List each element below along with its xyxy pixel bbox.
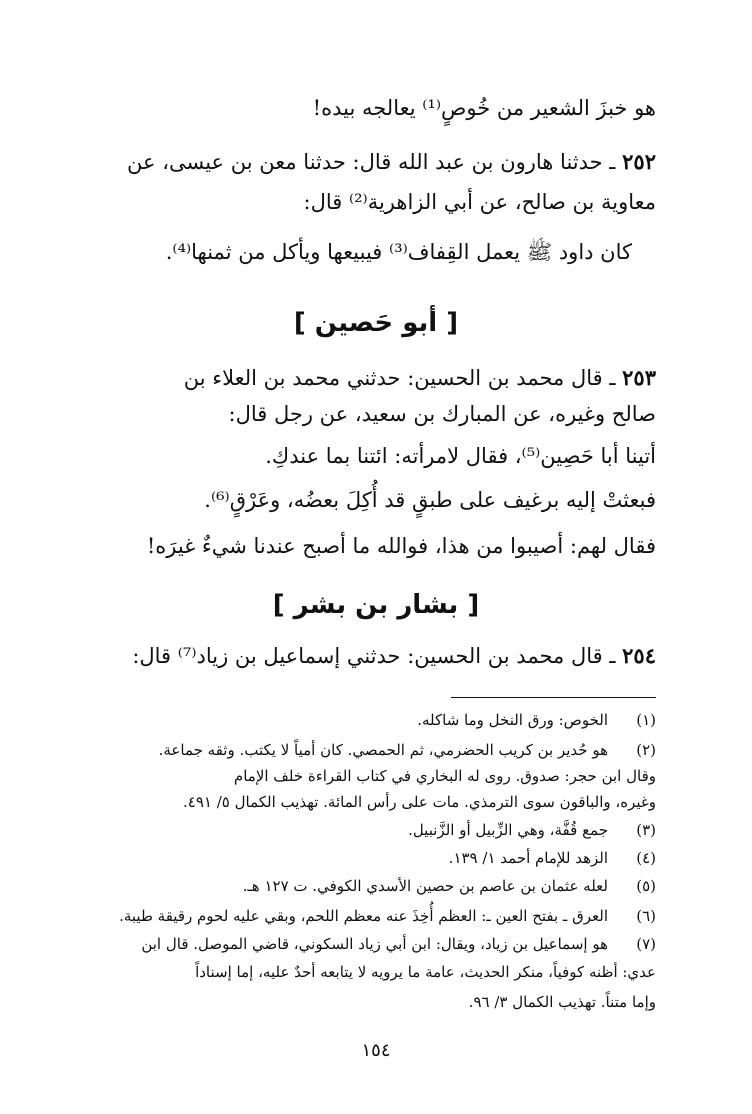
footnote-2-continued-1: وقال ابن حجر: صدوق. روى له البخاري في كتاب القراءة خلف الإمام <box>233 767 656 785</box>
footnote-text: هو إسماعيل بن زياد، ويقال: ابن أبي زياد السكوني، قاضي الموصل. قال ابن <box>141 935 608 953</box>
footnote-number: (٢) <box>636 741 656 759</box>
hadith-253-line-3: أتينا أبا حَصِين⁽⁵⁾، فقال لامرأته: ائتنا بما عندكِ. <box>265 444 656 468</box>
footnote-number: (٤) <box>636 849 656 867</box>
footnote-7-continued-2: وإما متناً. تهذيب الكمال ٣/ ٩٦. <box>468 993 656 1011</box>
page-number: ١٥٤ <box>361 1040 391 1061</box>
section-heading-bashar-ibn-bishr: [ بشار بن بشر ] <box>272 590 480 620</box>
footnote-divider <box>451 697 656 698</box>
hadith-253-line-2: صالح وغيره، عن المبارك بن سعيد، عن رجل قال: <box>228 402 656 426</box>
footnote-2-continued-2: وغيره، والباقون سوى الترمذي. مات على رأس المائة. تهذيب الكمال ٥/ ٤٩١. <box>182 793 656 811</box>
footnote-text: العرق ـ بفتح العين ـ: العظم أُخِذَ عنه معظم اللحم، وبقي عليه لحوم رقيقة طيبة. <box>119 907 608 925</box>
section-heading-abu-husayn: [ أبو حَصين ] <box>293 308 459 338</box>
hadith-253-line-1 <box>96 362 656 394</box>
hadith-number-254: ٢٥٤ <box>622 643 656 668</box>
footnote-text: الزهد للإمام أحمد ١/ ١٣٩. <box>448 849 608 867</box>
hadith-254-line-1 <box>96 640 656 672</box>
hadith-number-253: ٢٥٣ <box>622 365 656 390</box>
footnote-text: هو حُدير بن كريب الحضرمي، ثم الحمصي. كان أمياً لا يكتب. وثقه جماعة. <box>158 741 608 759</box>
text-line: هو خبزَ الشعير من خُوصٍ⁽¹⁾ يعالجه بيده! <box>312 96 656 120</box>
hadith-252-line-2: معاوية بن صالح، عن أبي الزاهرية⁽²⁾ قال: <box>303 190 656 214</box>
footnote-text: لعله عثمان بن عاصم بن حصين الأسدي الكوفي. ت ١٢٧ هـ. <box>242 877 608 895</box>
footnote-text: جمع قُفَّة، وهي الزِّبيل أو الزَّنبيل. <box>408 821 608 839</box>
hadith-text: ـ حدثنا هارون بن عبد الله قال: حدثنا معن بن عيسى، عن <box>127 150 616 174</box>
footnote-number: (٣) <box>636 821 656 839</box>
footnote-number: (١) <box>636 711 656 729</box>
hadith-text: ـ قال محمد بن الحسين: حدثني إسماعيل بن زياد⁽⁷⁾ قال: <box>132 644 616 668</box>
hadith-253-line-4: فبعثتْ إليه برغيف على طبقٍ قد أُكِلَ بعضُه، وعَرْقٍ⁽⁶⁾. <box>204 488 656 512</box>
footnote-7-continued-1: عدي: أظنه كوفياً، منكر الحديث، عامة ما يرويه لا يتابعه أحدٌ عليه، إما إسناداً <box>195 963 656 981</box>
footnote-number: (٥) <box>636 877 656 895</box>
footnote-text: الخوص: ورق النخل وما شاكله. <box>417 711 608 729</box>
hadith-252-line-3: كان داود ﷺ يعمل القِفاف⁽³⁾ فيبيعها ويأكل من ثمنها⁽⁴⁾. <box>165 240 632 264</box>
footnote-number: (٧) <box>636 935 656 953</box>
hadith-number-252: ٢٥٢ <box>622 149 656 174</box>
footnote-number: (٦) <box>636 907 656 925</box>
hadith-252-line-1 <box>96 146 656 178</box>
hadith-text: ـ قال محمد بن الحسين: حدثني محمد بن العلاء بن <box>183 366 616 390</box>
hadith-253-line-5: فقال لهم: أصيبوا من هذا، فوالله ما أصبح عندنا شيءٌ غيرَه! <box>146 534 656 558</box>
